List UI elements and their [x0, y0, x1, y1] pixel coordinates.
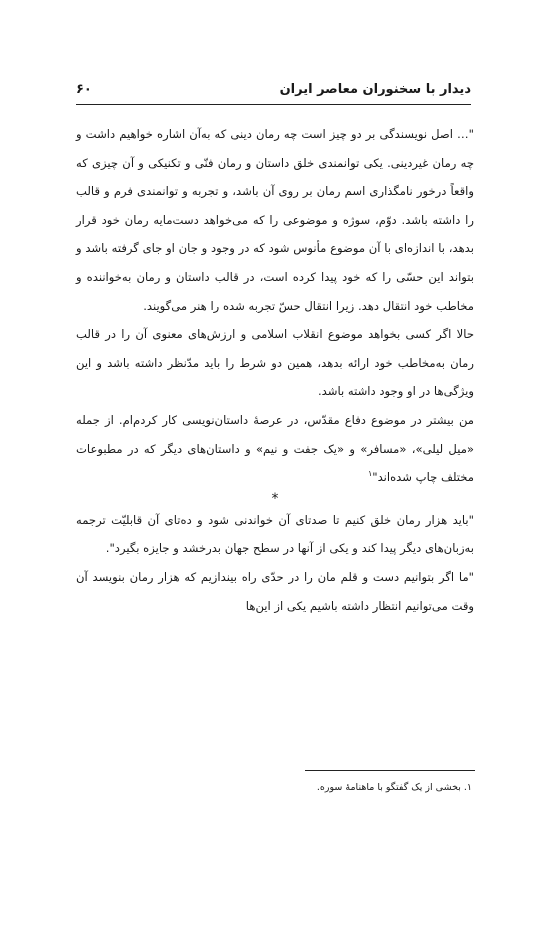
paragraph-5: "ما اگر بتوانیم دست و قلم مان را در حدّی راه بیندازیم که هزار رمان بنویسد آن وقت می‌توانیم انتظار داشته باشیم یکی از این‌ها [76, 569, 474, 613]
paragraph-3-text: من بیشتر در موضوع دفاع مقدّس، در عرصهٔ داستان‌نویسی کار کردم‌ام. از جمله «میل لیلی»، «مسافر» و «یک جفت و نیم» و داستان‌های دیگر که در مطبوعات مختلف چاپ شده‌اند" [76, 412, 474, 485]
running-title: دیدار با سخنوران معاصر ایران [279, 82, 471, 97]
footnote-rule [305, 770, 475, 771]
paragraph-3 [76, 406, 474, 492]
footnote-reference: ۱ [367, 469, 373, 479]
page-header [76, 80, 471, 100]
page-number: ۶۰ [76, 82, 92, 97]
header-rule [76, 104, 471, 105]
paragraph-4: "باید هزار رمان خلق کنیم تا صدتای آن خواندنی شود و ده‌تای آن قابلیّت ترجمه به‌زبان‌های دیگر پیدا کند و یکی از آنها در سطح جهان بدرخشد و جایزه بگیرد". [76, 512, 474, 556]
paragraph-1: "… اصل نویسندگی بر دو چیز است چه رمان دینی که به‌آن اشاره خواهیم داشت و چه رمان غیردینی. یکی توانمندی خلق داستان و رمان فنّی و تکنیکی و آن چیزی که واقعاً درخور نامگذاری اسم رمان بر روی آن باشد، و تجربه و توانمندی فرم و قالب را داشته باشد. دوّم، سوژه و موضوعی را که می‌خواهد دست‌مایه رمان خود قرار بدهد، با اندازه‌ای با آن موضوع مأنوس شود که در وجود و جان او جای گرفته باشد و بتواند این حسّی را که خود پیدا کرده است، در قالب داستان و رمان به‌خواننده و مخاطب خود انتقال دهد. زیرا انتقال حسّ تجربه شده را هنر می‌گویند. [76, 127, 474, 313]
body-text [76, 120, 474, 620]
paragraph-2: حالا اگر کسی بخواهد موضوع انقلاب اسلامی و ارزش‌های معنوی آن را در قالب رمان به‌مخاطب خود ارائه بدهد، همین دو شرط را باید مدّنظر داشته باشد و این ویژگی‌ها در او وجود داشته باشد. [76, 327, 474, 399]
footnote: ۱. بخشی از یک گفتگو با ماهنامهٔ سوره. [316, 782, 472, 793]
section-ornament: * [271, 490, 279, 507]
